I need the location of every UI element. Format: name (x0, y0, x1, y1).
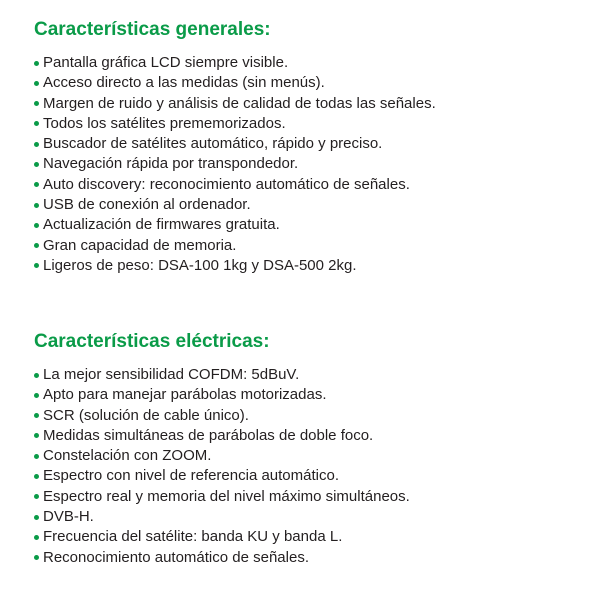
list-item-text: Todos los satélites prememorizados. (43, 114, 286, 132)
list-item (34, 406, 584, 426)
list-item (34, 73, 584, 93)
section-electrical-features (34, 330, 584, 568)
list-item (34, 114, 584, 134)
bullet-dot-icon (34, 454, 39, 459)
bullet-dot-icon (34, 101, 39, 106)
list-item-text: Margen de ruido y análisis de calidad de todas las señales. (43, 94, 436, 112)
bullet-dot-icon (34, 393, 39, 398)
list-item-text: Actualización de firmwares gratuita. (43, 216, 280, 234)
list-item-text: Frecuencia del satélite: banda KU y banda L. (43, 528, 343, 546)
list-item (34, 256, 584, 276)
section-title-general: Características generales: (34, 19, 271, 40)
section-title-electrical: Características eléctricas: (34, 331, 270, 352)
list-item (34, 527, 584, 547)
list-item-text: Espectro real y memoria del nivel máximo simultáneos. (43, 487, 410, 505)
list-item-text: Pantalla gráfica LCD siempre visible. (43, 54, 289, 71)
list-item (34, 385, 584, 405)
bullet-dot-icon (34, 373, 39, 378)
list-item (34, 446, 584, 466)
list-item-text: Reconocimiento automático de señales. (43, 548, 309, 566)
bullet-dot-icon (34, 515, 39, 520)
list-item (34, 236, 584, 256)
bullet-dot-icon (34, 494, 39, 499)
list-item (34, 215, 584, 235)
bullet-dot-icon (34, 474, 39, 479)
list-item-text: Acceso directo a las medidas (sin menús). (43, 74, 325, 92)
bullet-dot-icon (34, 263, 39, 268)
bullet-dot-icon (34, 61, 39, 66)
list-item (34, 487, 584, 507)
list-item-text: Gran capacidad de memoria. (43, 236, 237, 254)
electrical-features-list (34, 365, 584, 568)
section-general-features (34, 18, 584, 276)
list-item (34, 365, 584, 385)
list-item-text: Auto discovery: reconocimiento automático de señales. (43, 175, 410, 193)
list-item-text: Medidas simultáneas de parábolas de doble foco. (43, 426, 374, 444)
list-item (34, 507, 584, 527)
list-item (34, 195, 584, 215)
bullet-dot-icon (34, 433, 39, 438)
list-item (34, 466, 584, 486)
bullet-dot-icon (34, 223, 39, 228)
list-item (34, 175, 584, 195)
list-item-text: La mejor sensibilidad COFDM: 5dBuV. (43, 366, 300, 383)
list-item-text: Apto para manejar parábolas motorizadas. (43, 386, 327, 404)
list-item-text: SCR (solución de cable único). (43, 406, 249, 424)
bullet-dot-icon (34, 142, 39, 147)
list-item-text: Ligeros de peso: DSA-100 1kg y DSA-500 2kg. (43, 256, 357, 274)
bullet-dot-icon (34, 535, 39, 540)
list-item-text: Espectro con nivel de referencia automático. (43, 467, 339, 485)
list-item-text: Buscador de satélites automático, rápido y preciso. (43, 135, 383, 153)
bullet-dot-icon (34, 555, 39, 560)
general-features-list (34, 53, 584, 276)
list-item (34, 134, 584, 154)
list-item-text: USB de conexión al ordenador. (43, 196, 251, 214)
list-item (34, 53, 584, 73)
list-item (34, 426, 584, 446)
list-item (34, 94, 584, 114)
bullet-dot-icon (34, 121, 39, 126)
list-item (34, 548, 584, 568)
bullet-dot-icon (34, 81, 39, 86)
list-item-text: Navegación rápida por transpondedor. (43, 155, 299, 173)
list-item-text: Constelación con ZOOM. (43, 447, 212, 465)
bullet-dot-icon (34, 243, 39, 248)
list-item (34, 154, 584, 174)
bullet-dot-icon (34, 413, 39, 418)
bullet-dot-icon (34, 162, 39, 167)
bullet-dot-icon (34, 203, 39, 208)
list-item-text: DVB-H. (43, 508, 94, 526)
bullet-dot-icon (34, 182, 39, 187)
